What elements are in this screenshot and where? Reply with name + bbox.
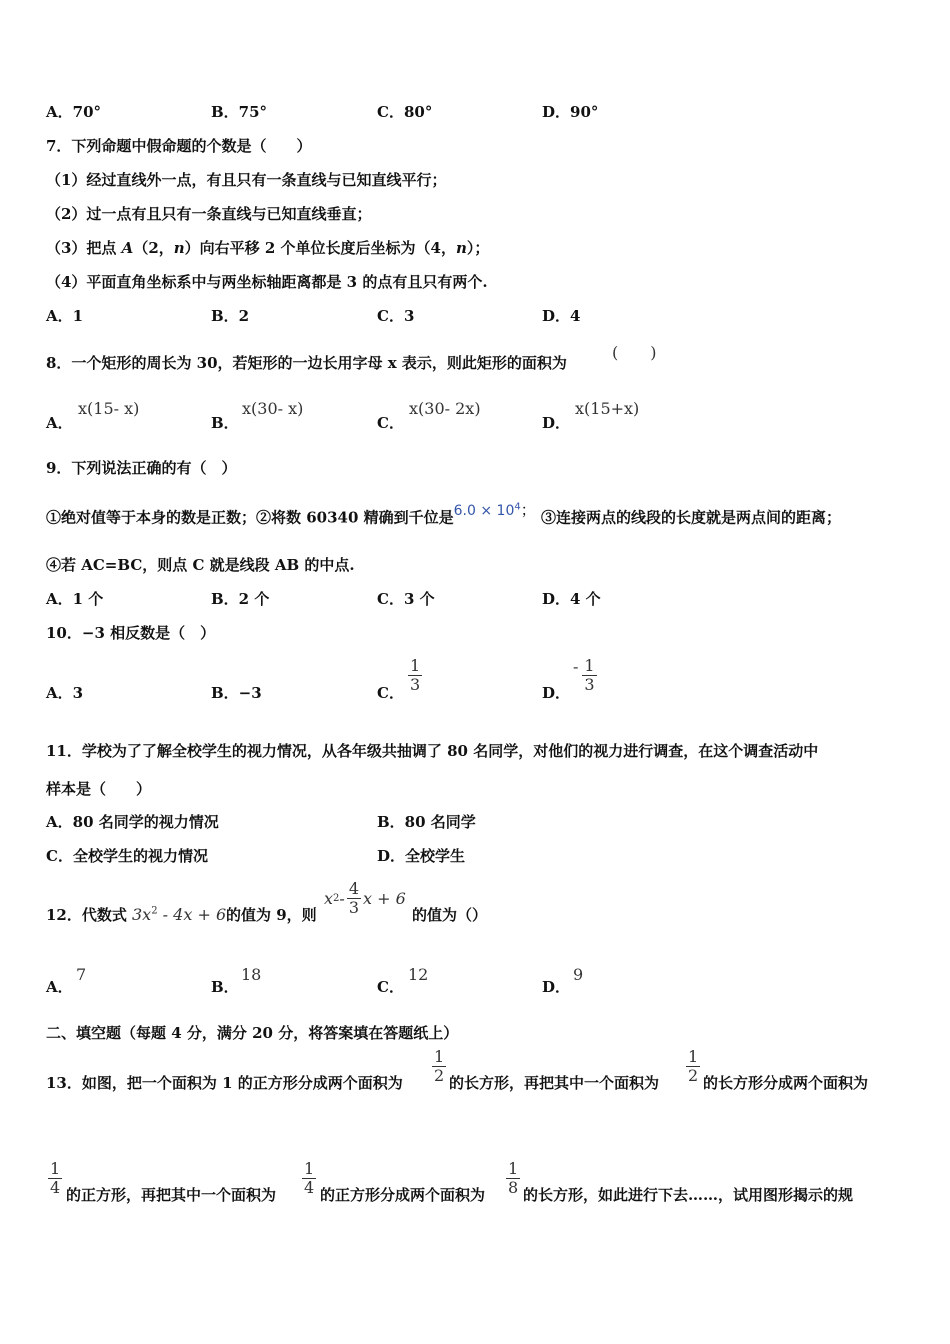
q9-statement-2: ④若 AC=BC，则点 C 就是线段 AB 的中点. — [46, 556, 355, 574]
q12-option-b-label: B． — [211, 978, 239, 996]
q12-stem-end: 的值为（） — [412, 906, 488, 924]
q13-fraction-half-1: $\frac{1}{2}$ — [434, 1047, 445, 1085]
q7-option-d: D．4 — [542, 307, 581, 325]
q9-statement-1: ①绝对值等于本身的数是正数；②将数 60340 精确到千位是$6.0 \times 10^4$； ③连接两点的线段的长度就是两点间的距离； — [46, 500, 841, 527]
q11-option-a: A．80 名同学的视力情况 — [46, 813, 219, 831]
q13-fraction-quarter-1: $\frac{1}{4}$ — [50, 1159, 61, 1197]
q8-option-b-expr: x(30- x) — [242, 399, 304, 418]
q7-statement-4: （4）平面直角坐标系中与两坐标轴距离都是 3 的点有且只有两个. — [46, 273, 488, 291]
q8-answer-paren: ( ) — [612, 343, 657, 362]
q12-expression-2: x 2 - $\frac{4}{3}$ x + 6 — [324, 879, 406, 917]
q8-option-c-label: C． — [377, 414, 404, 432]
q13-fraction-half-2: $\frac{1}{2}$ — [688, 1047, 699, 1085]
q11-option-b: B．80 名同学 — [377, 813, 476, 831]
q12-option-b-value: 18 — [241, 965, 262, 984]
q13-line-2-b: 的正方形分成两个面积为 — [320, 1186, 486, 1204]
q6-option-a: A．70° — [46, 103, 102, 121]
q10-stem: 10．−3 相反数是（ ） — [46, 624, 216, 642]
q6-option-c: C．80° — [377, 103, 433, 121]
q7-statement-3: （3）把点 A（2，n）向右平移 2 个单位长度后坐标为（4，n）； — [46, 239, 490, 257]
q7-option-a: A．1 — [46, 307, 84, 325]
q13-line-2-c: 的长方形，如此进行下去……，试用图形揭示的规 — [523, 1186, 854, 1204]
q13-line-2-a: 的正方形，再把其中一个面积为 — [66, 1186, 277, 1204]
q6-option-d: D．90° — [542, 103, 599, 121]
q12-stem-mid: 的值为 9，则 — [226, 906, 317, 924]
q13-fraction-eighth: $\frac{1}{8}$ — [508, 1159, 519, 1197]
q8-option-a-label: A． — [46, 414, 73, 432]
q10-option-b: B．−3 — [211, 684, 262, 702]
q8-stem: 8．一个矩形的周长为 30，若矩形的一边长用字母 x 表示，则此矩形的面积为 — [46, 354, 567, 372]
q13-fraction-quarter-2: $\frac{1}{4}$ — [304, 1159, 315, 1197]
q8-option-d-expr: x(15+x) — [575, 399, 640, 418]
q11-option-d: D．全校学生 — [377, 847, 466, 865]
section-2-heading: 二、填空题（每题 4 分，满分 20 分，将答案填在答题纸上） — [46, 1024, 459, 1042]
q8-option-a-expr: x(15- x) — [78, 399, 140, 418]
q12-option-c-value: 12 — [408, 965, 429, 984]
q13-line-1-c: 的长方形分成两个面积为 — [703, 1074, 869, 1092]
q10-option-c-fraction: $\frac{1}{3}$ — [410, 656, 421, 694]
q10-option-c-label: C． — [377, 684, 404, 702]
q12-option-d-label: D． — [542, 978, 571, 996]
q8-option-d-label: D． — [542, 414, 571, 432]
q10-option-a: A．3 — [46, 684, 84, 702]
q7-stem: 7．下列命题中假命题的个数是（ ） — [46, 137, 312, 155]
q9-option-a: A．1 个 — [46, 590, 104, 608]
q7-option-b: B．2 — [211, 307, 250, 325]
q7-statement-2: （2）过一点有且只有一条直线与已知直线垂直； — [46, 205, 372, 223]
q12-option-d-value: 9 — [573, 965, 584, 984]
q11-stem-line-1: 11．学校为了了解全校学生的视力情况，从各年级共抽调了 80 名同学，对他们的视力进行调查，在这个调查活动中 — [46, 742, 819, 760]
q9-option-d: D．4 个 — [542, 590, 601, 608]
q11-option-c: C．全校学生的视力情况 — [46, 847, 208, 865]
q9-stem: 9．下列说法正确的有（ ） — [46, 459, 237, 477]
q9-sci-notation: $6.0 \times 10^4$ — [453, 501, 521, 519]
q11-stem-line-2: 样本是（ ） — [46, 780, 152, 798]
q7-option-c: C．3 — [377, 307, 415, 325]
q10-option-d-label: D． — [542, 684, 571, 702]
q12-option-c-label: C． — [377, 978, 404, 996]
q12-expression-1: $3x^2 - 4x + 6$ — [132, 905, 227, 924]
q12-stem-pre: 12．代数式 — [46, 906, 127, 924]
q8-option-c-expr: x(30- 2x) — [409, 399, 481, 418]
q9-option-c: C．3 个 — [377, 590, 435, 608]
q8-option-b-label: B． — [211, 414, 239, 432]
q6-option-b: B．75° — [211, 103, 268, 121]
q10-option-d-fraction: - $\frac{1}{3}$ — [573, 656, 595, 694]
q7-statement-1: （1）经过直线外一点，有且只有一条直线与已知直线平行； — [46, 171, 447, 189]
q13-line-1-b: 的长方形，再把其中一个面积为 — [449, 1074, 660, 1092]
q12-option-a-value: 7 — [76, 965, 87, 984]
q9-option-b: B．2 个 — [211, 590, 270, 608]
q13-line-1-a: 13．如图，把一个面积为 1 的正方形分成两个面积为 — [46, 1074, 403, 1092]
q12-option-a-label: A． — [46, 978, 73, 996]
